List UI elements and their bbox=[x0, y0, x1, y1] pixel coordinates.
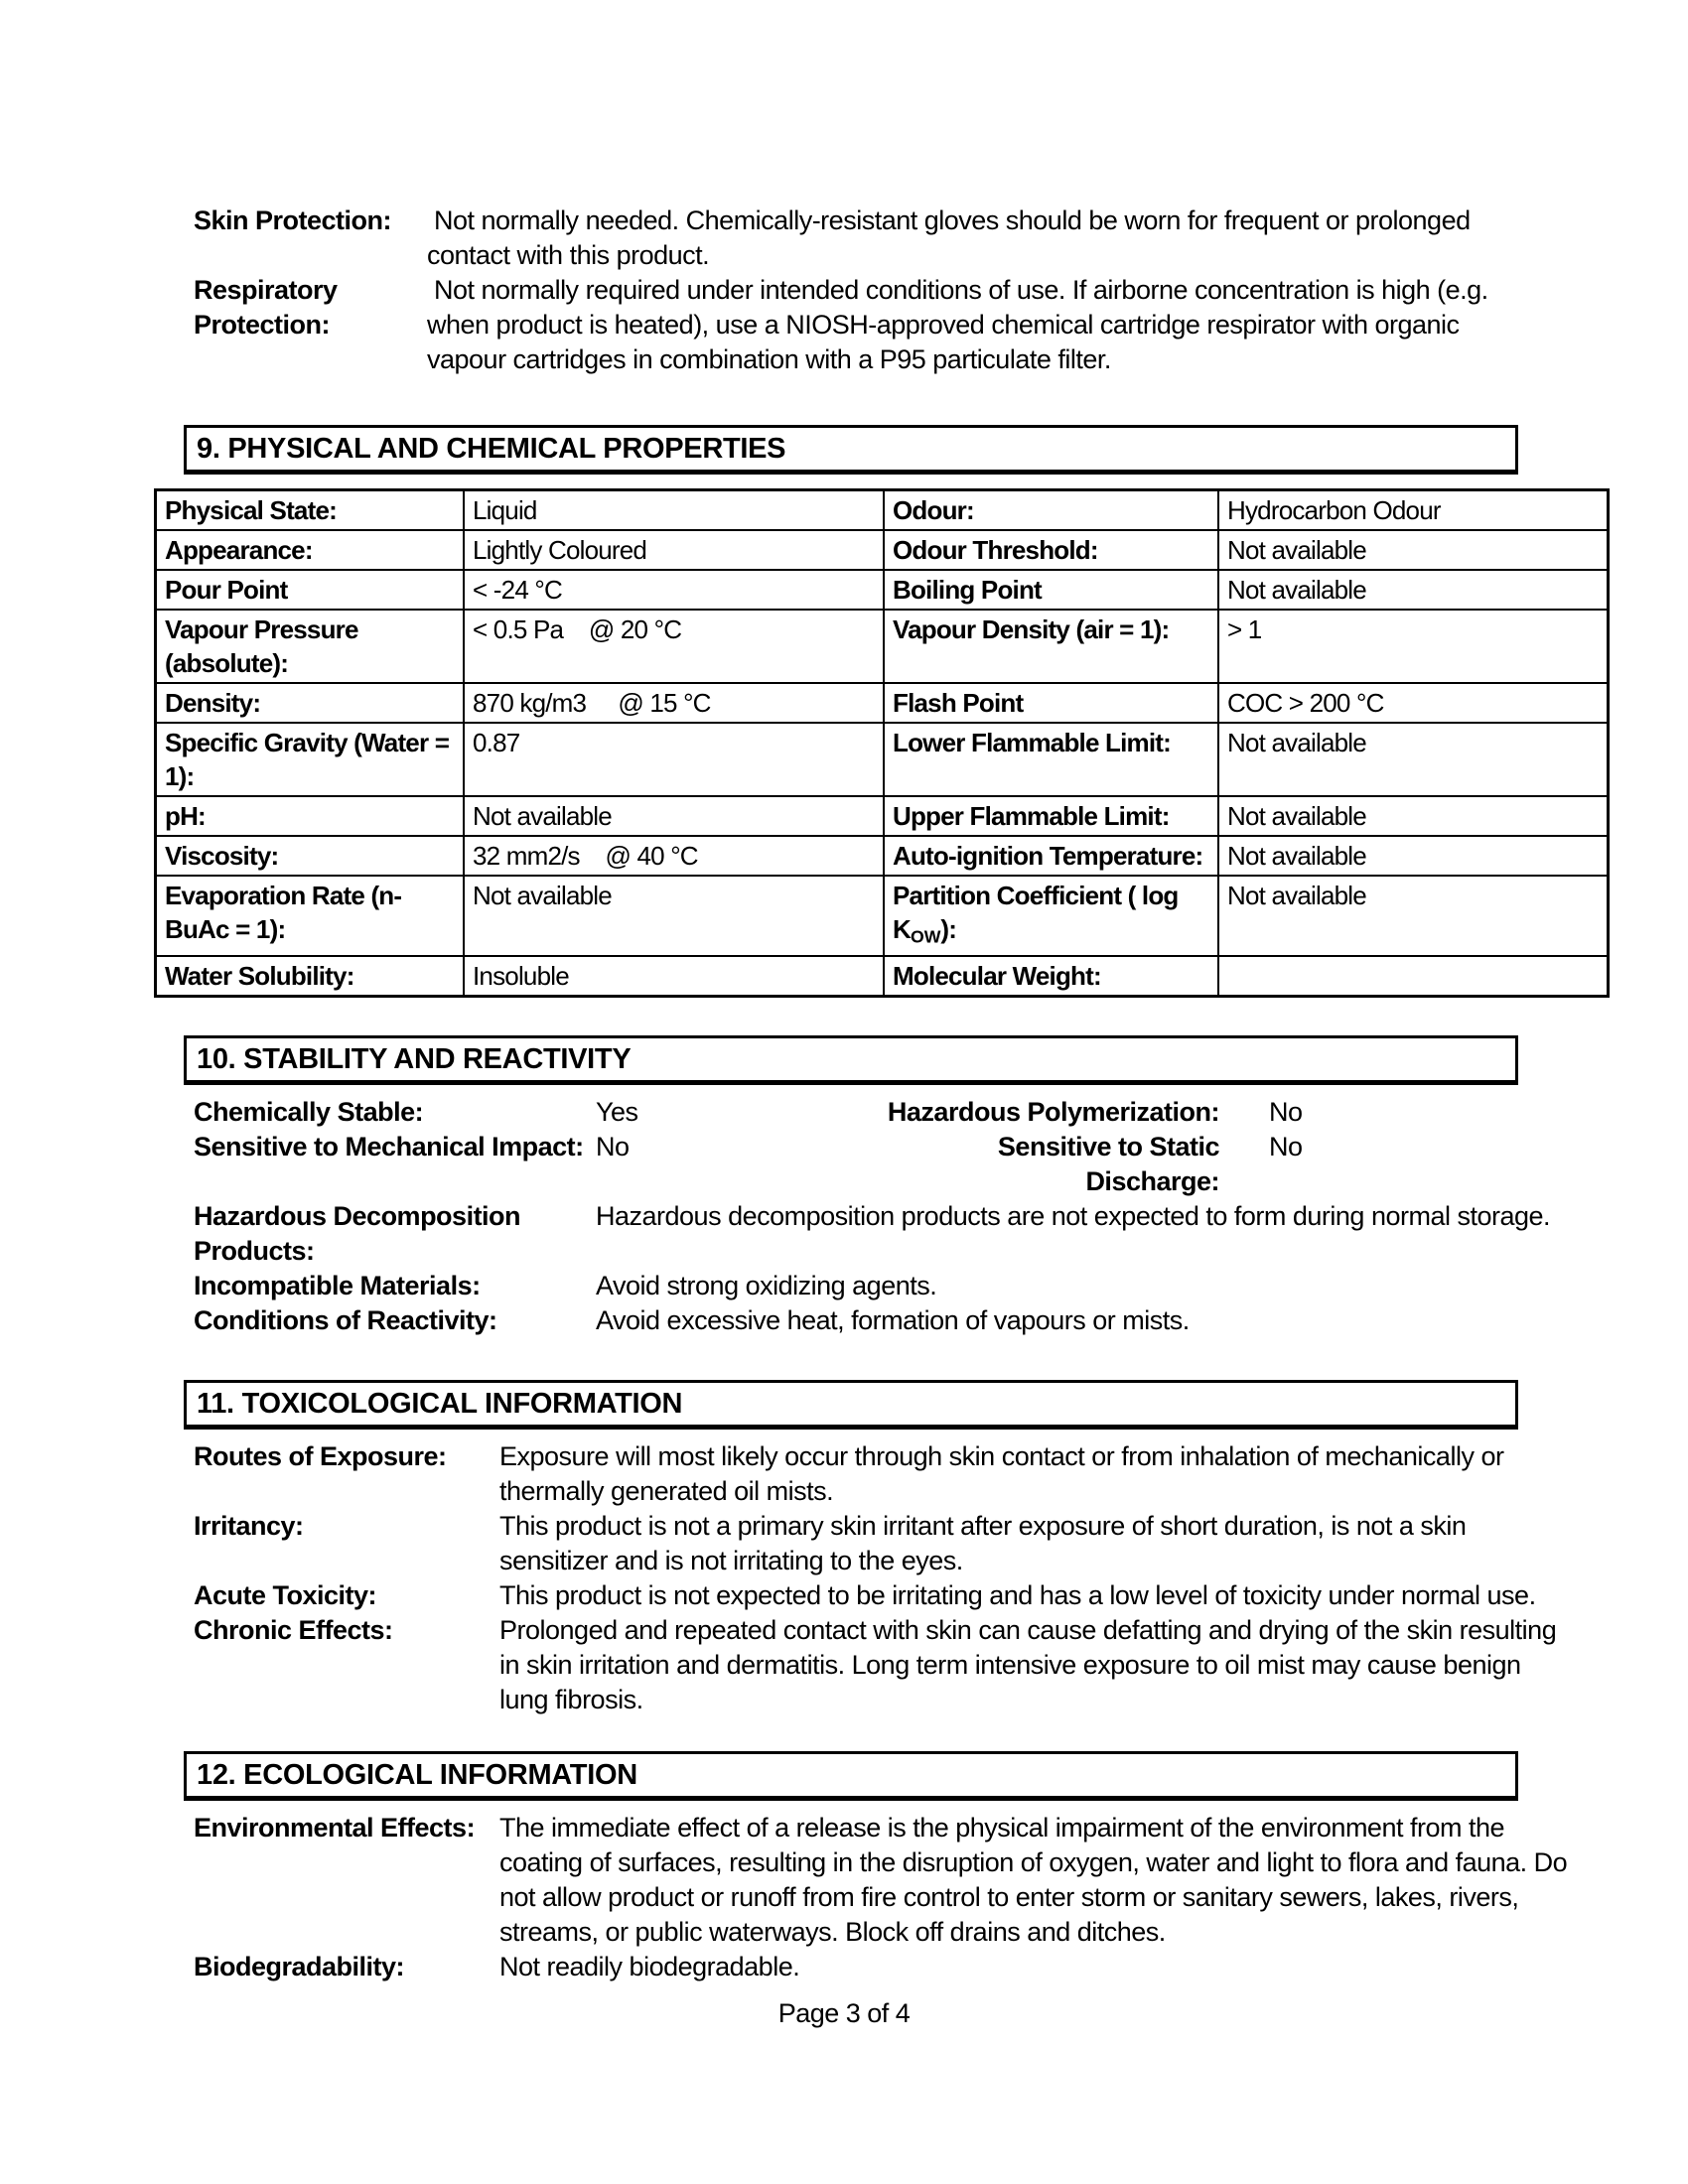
table-row bbox=[156, 723, 1609, 796]
biodegradability-row bbox=[194, 1950, 1574, 1984]
hazardous-decomposition-label: Hazardous Decomposition Products: bbox=[194, 1201, 521, 1267]
cell-label: Specific Gravity (Water = 1): bbox=[156, 723, 465, 796]
incompatible-materials-text: Avoid strong oxidizing agents. bbox=[596, 1271, 937, 1301]
biodegradability-label: Biodegradability: bbox=[194, 1952, 405, 1982]
routes-of-exposure-text: Exposure will most likely occur through skin contact or from inhalation of mechanically or thermally generated oil mists. bbox=[499, 1441, 1504, 1507]
cell-value: < -24 °C bbox=[464, 570, 884, 610]
routes-of-exposure-label: Routes of Exposure: bbox=[194, 1441, 447, 1472]
partition-label-post: ): bbox=[940, 914, 957, 944]
table-row bbox=[156, 836, 1609, 876]
cell-value: Not available bbox=[1218, 530, 1609, 570]
cell-label: pH: bbox=[156, 796, 465, 836]
cell-value: 870 kg/m3 @ 15 °C bbox=[464, 683, 884, 723]
acute-toxicity-row bbox=[194, 1578, 1574, 1613]
routes-of-exposure-row bbox=[194, 1439, 1574, 1509]
section-11-body bbox=[194, 1439, 1574, 1717]
environmental-effects-label: Environmental Effects: bbox=[194, 1813, 476, 1843]
incompatible-materials-label: Incompatible Materials: bbox=[194, 1271, 481, 1301]
section-12-body bbox=[194, 1811, 1574, 1984]
cell-label: Viscosity: bbox=[156, 836, 465, 876]
chronic-effects-row bbox=[194, 1613, 1574, 1717]
cell-value bbox=[1218, 956, 1609, 997]
partition-label-subscript: OW bbox=[910, 926, 941, 947]
sensitive-static-discharge-value: No bbox=[1269, 1132, 1303, 1162]
sensitive-mechanical-impact-value: No bbox=[596, 1132, 630, 1162]
cell-value: > 1 bbox=[1218, 610, 1609, 683]
cell-label: Upper Flammable Limit: bbox=[884, 796, 1218, 836]
hazardous-polymerization-label: Hazardous Polymerization: bbox=[887, 1097, 1219, 1128]
cell-value: Not available bbox=[464, 796, 884, 836]
conditions-of-reactivity-label: Conditions of Reactivity: bbox=[194, 1305, 497, 1336]
cell-value: < 0.5 Pa @ 20 °C bbox=[464, 610, 884, 683]
table-row bbox=[156, 530, 1609, 570]
cell-value: Not available bbox=[1218, 796, 1609, 836]
acute-toxicity-label: Acute Toxicity: bbox=[194, 1580, 377, 1611]
cell-value: Hydrocarbon Odour bbox=[1218, 490, 1609, 531]
table-row bbox=[156, 683, 1609, 723]
cell-label: Vapour Density (air = 1): bbox=[884, 610, 1218, 683]
stability-row bbox=[194, 1095, 1559, 1130]
cell-label: Auto-ignition Temperature: bbox=[884, 836, 1218, 876]
cell-label: Lower Flammable Limit: bbox=[884, 723, 1218, 796]
chemically-stable-value: Yes bbox=[596, 1097, 638, 1128]
table-row bbox=[156, 956, 1609, 997]
cell-label: Boiling Point bbox=[884, 570, 1218, 610]
cell-label: Odour: bbox=[884, 490, 1218, 531]
skin-protection-row bbox=[194, 204, 1544, 273]
respiratory-protection-label: Respiratory Protection: bbox=[194, 275, 338, 340]
environmental-effects-text: The immediate effect of a release is the physical impairment of the environment from the coating of surfaces, resulting in the disruption of oxygen, water and light to flora and fauna. Do not allow product or runoff from fire control to enter storm or sanitary sewers, lakes, rivers, streams, or public waterways. Block off drains and ditches. bbox=[499, 1813, 1568, 1948]
page-number: Page 3 of 4 bbox=[777, 1998, 911, 2029]
cell-label: Vapour Pressure (absolute): bbox=[156, 610, 465, 683]
conditions-of-reactivity-text: Avoid excessive heat, formation of vapours or mists. bbox=[596, 1305, 1190, 1336]
section-11-header: 11. TOXICOLOGICAL INFORMATION bbox=[184, 1380, 1518, 1430]
hazardous-polymerization-value: No bbox=[1269, 1097, 1303, 1128]
table-row bbox=[156, 490, 1609, 531]
skin-protection-label: Skin Protection: bbox=[194, 205, 392, 235]
table-row bbox=[156, 570, 1609, 610]
cell-value: 32 mm2/s @ 40 °C bbox=[464, 836, 884, 876]
section-12-header: 12. ECOLOGICAL INFORMATION bbox=[184, 1751, 1518, 1801]
cell-label-partition-coefficient bbox=[884, 876, 1218, 956]
cell-value: Insoluble bbox=[464, 956, 884, 997]
chemically-stable-label: Chemically Stable: bbox=[194, 1097, 424, 1128]
section-10-header: 10. STABILITY AND REACTIVITY bbox=[184, 1035, 1518, 1085]
cell-value: Lightly Coloured bbox=[464, 530, 884, 570]
cell-label: Water Solubility: bbox=[156, 956, 465, 997]
chronic-effects-label: Chronic Effects: bbox=[194, 1615, 393, 1646]
table-row bbox=[156, 610, 1609, 683]
environmental-effects-row bbox=[194, 1811, 1574, 1950]
cell-label: Physical State: bbox=[156, 490, 465, 531]
sensitive-mechanical-impact-label: Sensitive to Mechanical Impact: bbox=[194, 1132, 584, 1162]
table-row bbox=[156, 876, 1609, 956]
conditions-of-reactivity-row bbox=[194, 1303, 1559, 1338]
cell-label: Odour Threshold: bbox=[884, 530, 1218, 570]
hazardous-decomposition-row bbox=[194, 1199, 1559, 1269]
cell-label: Density: bbox=[156, 683, 465, 723]
table-row bbox=[156, 796, 1609, 836]
section-10-body bbox=[194, 1095, 1559, 1338]
cell-value: 0.87 bbox=[464, 723, 884, 796]
cell-value: Not available bbox=[464, 876, 884, 956]
partition-label-pre: Partition Coefficient ( log K bbox=[893, 881, 1185, 944]
section-9-header: 9. PHYSICAL AND CHEMICAL PROPERTIES bbox=[184, 425, 1518, 475]
respiratory-protection-text: Not normally required under intended conditions of use. If airborne concentration is high (e.g. when product is heated), use a NIOSH-approved chemical cartridge respirator with organic vapour cartridges in combination with a P95 particulate filter. bbox=[427, 275, 1495, 374]
cell-value: Not available bbox=[1218, 836, 1609, 876]
biodegradability-text: Not readily biodegradable. bbox=[499, 1952, 800, 1982]
cell-label: Evaporation Rate (n-BuAc = 1): bbox=[156, 876, 465, 956]
stability-row bbox=[194, 1130, 1559, 1199]
acute-toxicity-text: This product is not expected to be irritating and has a low level of toxicity under normal use. bbox=[499, 1580, 1536, 1611]
cell-label: Molecular Weight: bbox=[884, 956, 1218, 997]
hazardous-decomposition-text: Hazardous decomposition products are not expected to form during normal storage. bbox=[596, 1201, 1551, 1232]
cell-label: Appearance: bbox=[156, 530, 465, 570]
chronic-effects-text: Prolonged and repeated contact with skin can cause defatting and drying of the skin resulting in skin irritation and dermatitis. Long term intensive exposure to oil mist may cause benign lung fibrosis. bbox=[499, 1615, 1557, 1715]
sensitive-static-discharge-label: Sensitive to Static Discharge: bbox=[997, 1132, 1219, 1197]
protection-block bbox=[194, 0, 1544, 377]
cell-value: Not available bbox=[1218, 570, 1609, 610]
irritancy-label: Irritancy: bbox=[194, 1511, 304, 1542]
irritancy-text: This product is not a primary skin irritant after exposure of short duration, is not a skin sensitizer and is not irritating to the eyes. bbox=[499, 1511, 1467, 1576]
cell-value: Not available bbox=[1218, 876, 1609, 956]
cell-value: COC > 200 °C bbox=[1218, 683, 1609, 723]
physical-chemical-properties-table bbox=[154, 488, 1610, 998]
cell-label: Flash Point bbox=[884, 683, 1218, 723]
skin-protection-text: Not normally needed. Chemically-resistant gloves should be worn for frequent or prolonged contact with this product. bbox=[427, 205, 1477, 270]
respiratory-protection-row bbox=[194, 273, 1544, 377]
cell-value: Liquid bbox=[464, 490, 884, 531]
cell-value: Not available bbox=[1218, 723, 1609, 796]
irritancy-row bbox=[194, 1509, 1574, 1578]
cell-label: Pour Point bbox=[156, 570, 465, 610]
incompatible-materials-row bbox=[194, 1269, 1559, 1303]
